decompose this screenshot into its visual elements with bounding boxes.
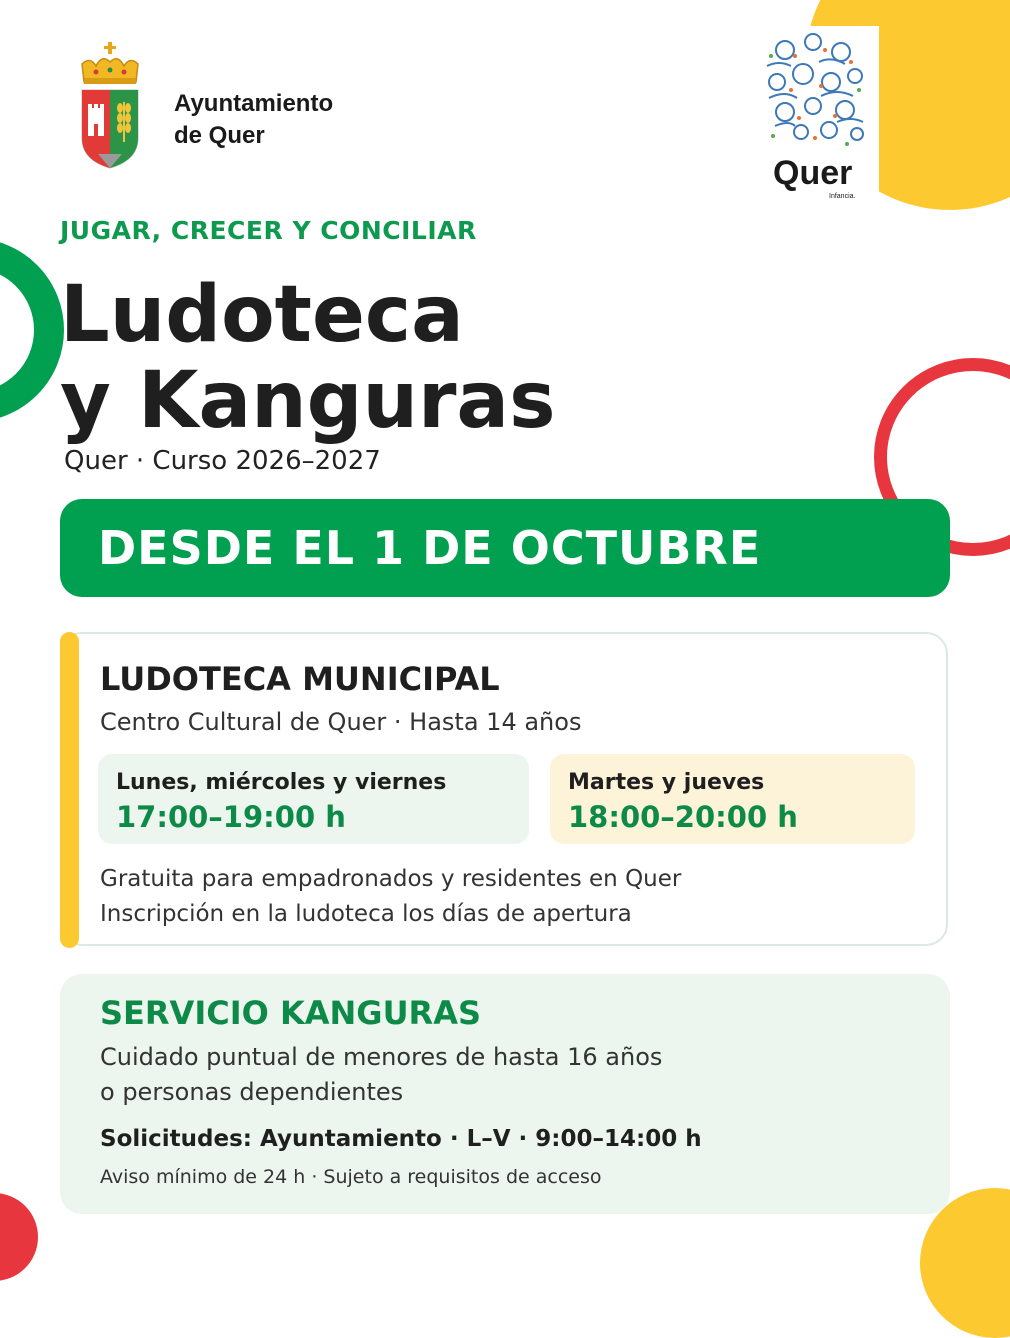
schedule-slot-mwf [98, 754, 529, 844]
eyebrow-tagline: JUGAR, CRECER Y CONCILIAR [60, 216, 477, 245]
partner-logo-tagline: Infancia. [829, 193, 856, 200]
ludoteca-accent-bar [60, 632, 79, 948]
decor-green-ring-left [0, 238, 64, 422]
kanguras-fine-print: Aviso mínimo de 24 h · Sujeto a requisitos de acceso [100, 1166, 602, 1188]
kanguras-requests: Solicitudes: Ayuntamiento · L–V · 9:00–14:00 h [100, 1126, 702, 1152]
page-subtitle: Quer · Curso 2026–2027 [64, 446, 381, 476]
org-name-line1: Ayuntamiento [174, 90, 334, 117]
kanguras-desc-line2: o personas dependientes [100, 1078, 404, 1106]
title-line1: Ludoteca [60, 270, 464, 360]
start-date-banner [60, 499, 950, 597]
ludoteca-title: LUDOTECA MUNICIPAL [100, 660, 500, 698]
title-line2: y Kanguras [60, 356, 556, 446]
ludoteca-note-registration: Inscripción en la ludoteca los días de apertura [100, 901, 632, 927]
ludoteca-note-fee: Gratuita para empadronados y residentes en Quer [100, 866, 682, 892]
schedule-slot-tt [550, 754, 915, 844]
org-name-line2: de Quer [174, 122, 265, 149]
kanguras-description [100, 1040, 662, 1110]
schedule-days: Lunes, miércoles y viernes [116, 770, 447, 795]
municipal-crest-icon [78, 42, 142, 170]
organization-name [174, 88, 333, 152]
ludoteca-subtitle: Centro Cultural de Quer · Hasta 14 años [100, 708, 582, 736]
schedule-days: Martes y jueves [568, 770, 765, 795]
schedule-hours: 17:00–19:00 h [116, 800, 346, 834]
banner-text: DESDE EL 1 DE OCTUBRE [98, 521, 762, 575]
quer-infancia-logo [755, 26, 879, 202]
kids-doodle-icon [755, 26, 879, 202]
kanguras-desc-line1: Cuidado puntual de menores de hasta 16 años [100, 1043, 663, 1071]
kanguras-title: SERVICIO KANGURAS [100, 994, 481, 1032]
partner-logo-name: Quer [773, 154, 853, 192]
schedule-hours: 18:00–20:00 h [568, 800, 798, 834]
decor-red-circle-bottom-left [0, 1193, 38, 1281]
page-title [60, 272, 556, 444]
